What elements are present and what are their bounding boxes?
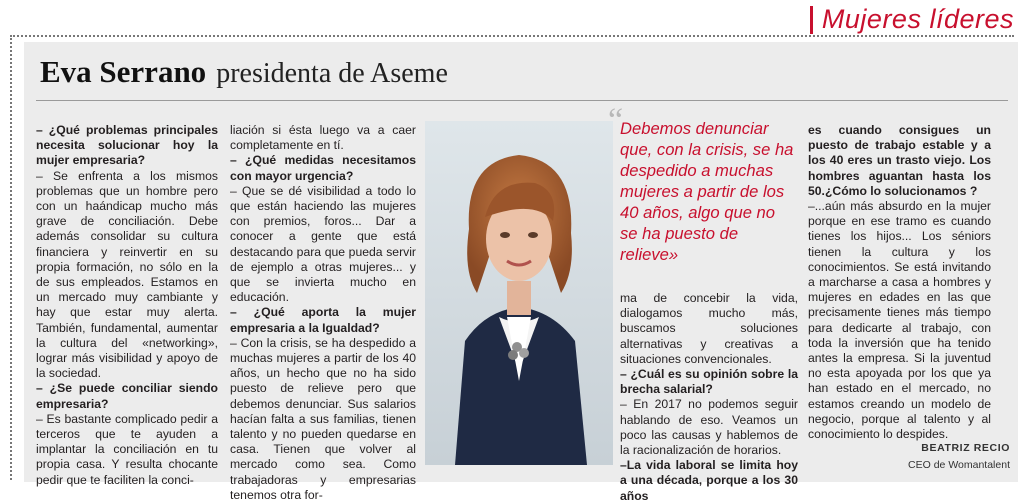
column-1: [36, 123, 218, 488]
portrait-illustration: [425, 121, 613, 465]
section-accent-bar: [810, 6, 813, 34]
column-3: [620, 291, 798, 504]
answer-paragraph: ma de concebir la vida, dialogamos mucho más, buscamos soluciones alternativas y creativas a situaciones convencionales.: [620, 291, 798, 366]
section-header: [818, 4, 1014, 34]
pull-quote-text: Debemos denunciar que, con la crisis, se ha despedido a muchas mujeres a partir de los 40 años, algo que no se ha puesto de relieve»: [620, 119, 794, 264]
question-paragraph: – ¿Se puede conciliar siendo empresaria?: [36, 381, 218, 411]
author-name: BEATRIZ RECIO: [921, 442, 1010, 454]
column-4: [808, 123, 991, 442]
answer-paragraph: – Es bastante complicado pedir a terceros que te ayuden a implantar la conciliación en tu propia casa. Y resulta chocante pedir que te faciliten la conci-: [36, 411, 218, 487]
question-paragraph: es cuando consigues un puesto de trabajo estable y a los 40 eres un trasto viejo. Los hombres aguantan hasta los 50.¿Cómo lo solucionamos ?: [808, 123, 991, 198]
question-paragraph: – ¿Qué problemas principales necesita solucionar hoy la mujer empresaria?: [36, 123, 218, 168]
answer-paragraph: –...aún más absurdo en la mujer porque en ese tramo es cuando tienes los hijos... Los séniors tienen la cultura y los conocimientos. Se está invitando a marcharse a casa a hombres y mujeres en edades en las que precisamente tienes más tiempo para dedicarte al trabajo, con toda la inversión que ha tenido antes la empresa. Si la juventud no esta apoyada por los que ya han estado en el mercado, no estamos creando un modelo de negocio, porque al talento y al conocimiento lo despides.: [808, 199, 991, 442]
answer-paragraph: – Con la crisis, se ha despedido a muchas mujeres a partir de los 40 años, un hecho que no ha sido puesto de relieve pero que debemos denunciar. Sus salarios hacían falta a sus familias, tienen talento y no pueden quedarse en casa. Tienen que volver al mercado como sea. Como trabajadoras y empresarias tenemos otra for-: [230, 335, 416, 502]
headline-rule: [36, 100, 1008, 101]
pull-quote: [608, 102, 795, 265]
answer-paragraph: – Que se dé visibilidad a todo lo que están haciendo las mujeres con premios, foros... Dar a conocer a gente que está destacando para que pueda servir de ejemplo a otras mujeres... y que se invierta mucho en educación.: [230, 183, 416, 305]
quote-mark-icon: “: [608, 102, 624, 139]
answer-paragraph: – Se enfrenta a los mismos problemas que un hombre pero con un haándicap mucho más grave de conciliación. Debe además consolidar su cultura financiera y reinvertir en su propia formación, no sólo en la de sus empleados. Estamos en un mercado muy cambiante y hay que estar muy alerta. También, fundamental, aumentar la cultura del «networking», lograr más visibilidad y apoyo de la sociedad.: [36, 168, 218, 381]
author-signature: [908, 442, 1010, 471]
question-paragraph: – ¿Qué aporta la mujer empresaria a la Igualdad?: [230, 305, 416, 335]
column-2: [230, 123, 416, 503]
top-dotted-rule: [10, 35, 1014, 37]
author-role: CEO de Womantalent: [908, 459, 1010, 471]
question-paragraph: – ¿Qué medidas necesitamos con mayor urgencia?: [230, 153, 416, 183]
question-paragraph: –La vida laboral se limita hoy a una década, porque a los 30 años: [620, 458, 798, 503]
question-paragraph: – ¿Cuál es su opinión sobre la brecha salarial?: [620, 367, 798, 397]
left-dotted-rule: [10, 35, 12, 480]
section-label: Mujeres líderes: [821, 3, 1014, 34]
headline-role: presidenta de Aseme: [216, 58, 448, 89]
article-headline: [40, 54, 448, 90]
answer-paragraph: – En 2017 no podemos seguir hablando de eso. Veamos un poco las causas y hablemos de la racionalización de horarios.: [620, 397, 798, 458]
answer-paragraph: liación si ésta luego va a caer completamente en tí.: [230, 123, 416, 153]
portrait-photo: [425, 121, 613, 465]
headline-name: Eva Serrano: [40, 54, 207, 89]
